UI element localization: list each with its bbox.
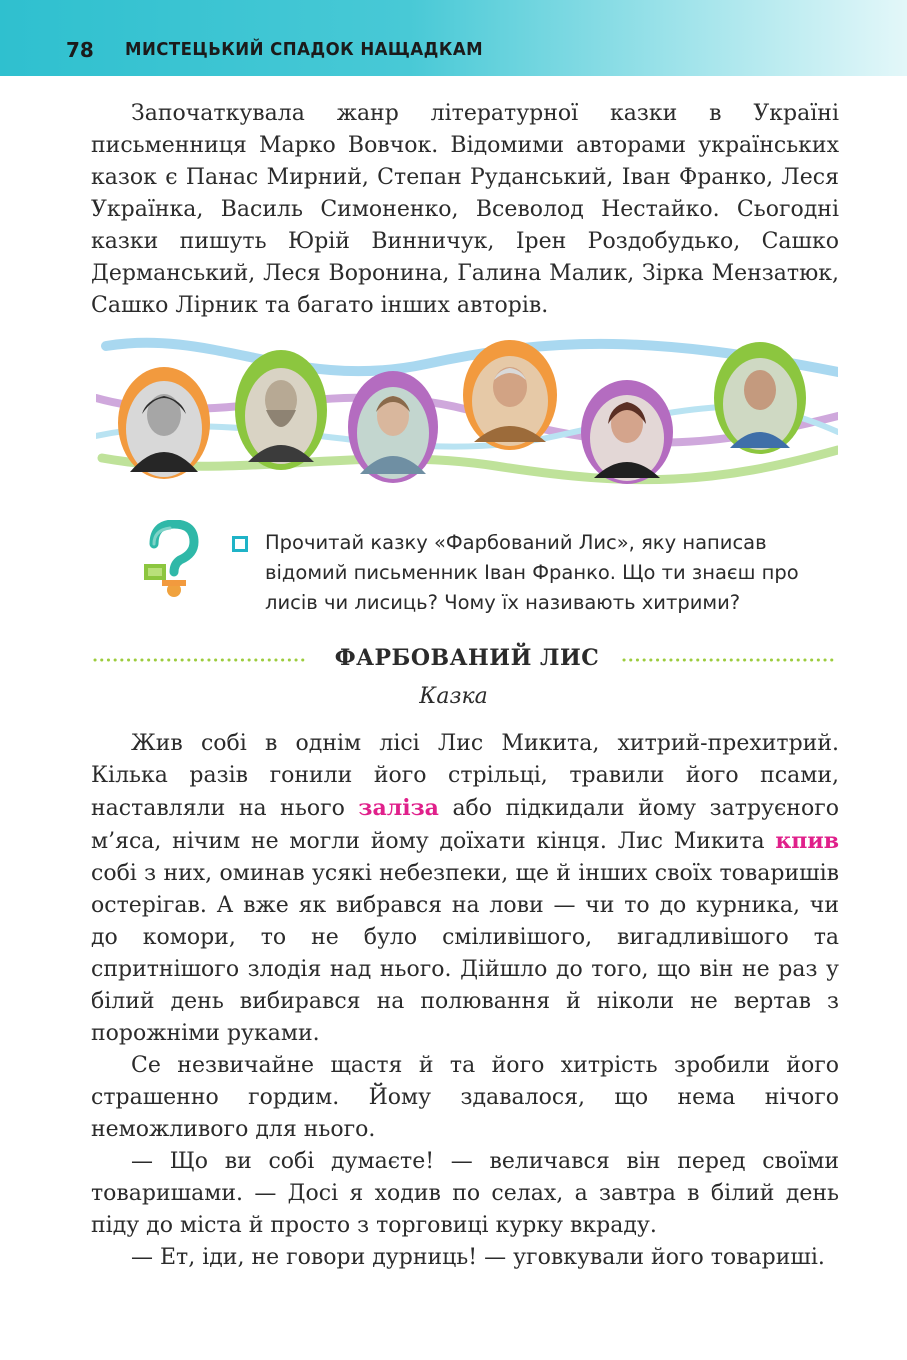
story-paragraph: — Що ви собі думаєте! — величався він перед своїми товаришами. — Досі я ходив по селах, а завтра в білий день піду до міста й просто з торговиці курку вкраду. (91, 1149, 839, 1238)
portrait-icon (118, 367, 210, 479)
task-text: Прочитай казку «Фарбований Лис», яку написав відомий письменник Іван Франко. Що ти знаєш про лисів чи лисиць? Чому їх називають хитрими? (265, 531, 799, 614)
intro-paragraph: Започаткувала жанр літературної казки в Україні письменниця Марко Вовчок. Відомими авторами українських казок є Панас Мирний, Степан Руданський, Іван Франко, Леся Українка, Василь Симоненко, Всеволод Нестайко. Сьогодні казки пишуть Юрій Винничук, Ірен Роздобудько, Сашко Дерманський, Леся Воронина, Галина Малик, Зірка Мензатюк, Сашко Лірник та багато інших авторів. (91, 101, 839, 318)
intro-text (91, 98, 839, 322)
question-mark-icon (140, 520, 202, 602)
story-text-segment: собі з них, оминав усякі небезпеки, ще й інших своїх товаришів остерігав. А вже як вибрався на лови — чи то до курника, чи до комори, то не було сміливішого, вигадливішого та спритнішого злодія над нього. Дійшло до того, що він не раз у білий день вибирався на полювання й ніколи не вертав з порожніми руками. (91, 861, 839, 1046)
story-subtitle: Казка (419, 684, 488, 709)
portrait-icon (581, 380, 673, 484)
task-bullet (232, 536, 248, 552)
story-body (91, 728, 839, 1274)
story-paragraph (91, 728, 839, 1050)
story-text-segment: або підкидали йому затруєного м’яса, нічим не могли йому доїхати кінця. Лис Микита (91, 796, 839, 854)
story-text-segment: Жив собі в однім лісі Лис Микита, хитрий-прехитрий. Кілька разів гонили його стрільці, травили його псами, наставляли на нього (91, 731, 839, 821)
header-band (0, 0, 907, 76)
page-number: 78 (66, 38, 94, 62)
glossary-word: кпив (775, 828, 839, 854)
writers-portraits (96, 332, 838, 490)
story-paragraph: Се незвичайне щастя й та його хитрість зробили його страшенно гордим. Йому здавалося, що нема нічого неможливого для нього. (91, 1053, 839, 1142)
story-paragraph: — Ет, іди, не говори дурниць! — уговкували його товариші. (131, 1245, 825, 1270)
dotted-divider-right (621, 657, 839, 663)
portrait-icon (714, 342, 806, 454)
section-title: МИСТЕЦЬКИЙ СПАДОК НАЩАДКАМ (125, 39, 484, 60)
portrait-icon (463, 340, 557, 450)
story-title: ФАРБОВАНИЙ ЛИС (334, 645, 600, 671)
glossary-word: заліза (358, 795, 439, 821)
dotted-divider-left (92, 657, 310, 663)
portrait-icon (348, 371, 438, 483)
portrait-icon (235, 350, 327, 470)
